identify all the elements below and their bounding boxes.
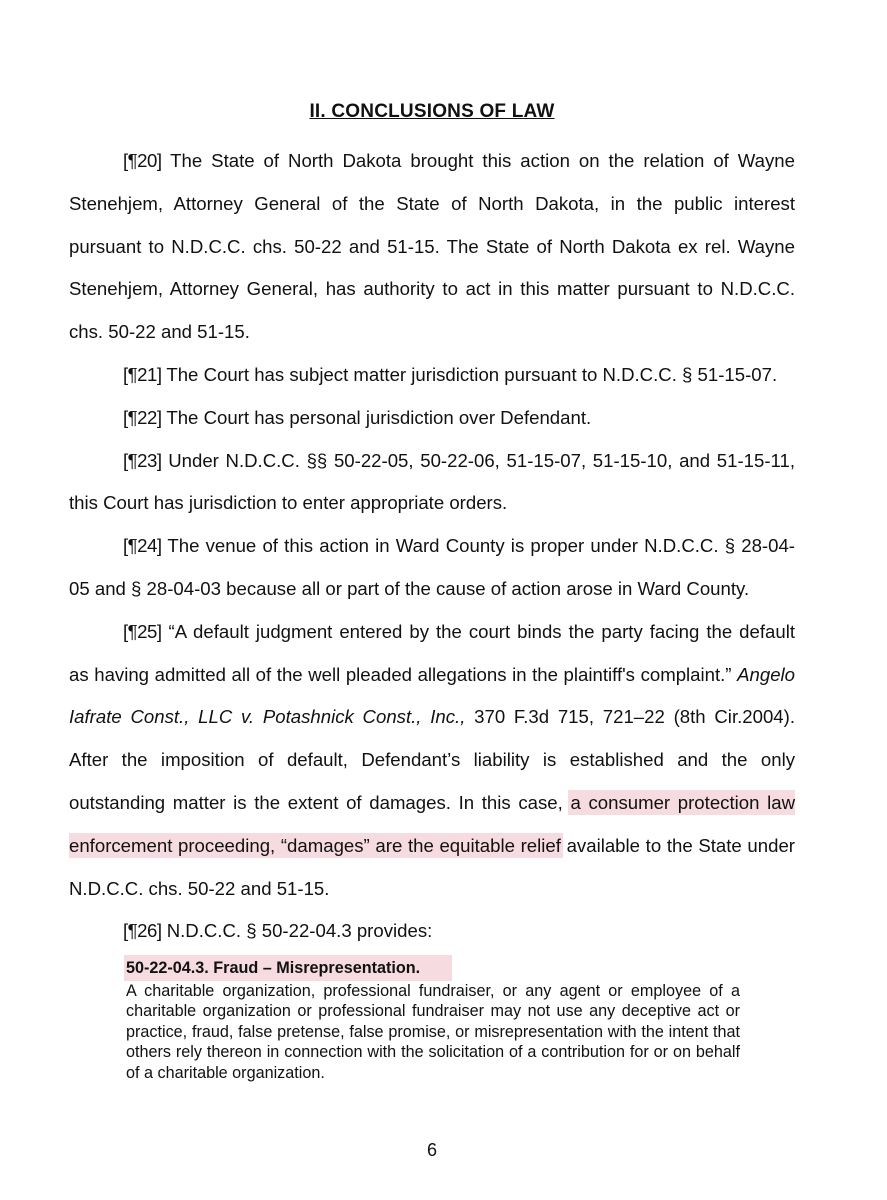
paragraph-number: [¶25] [123,620,162,642]
paragraph-number: [¶26] [123,920,162,942]
paragraph-20 [69,140,795,354]
statute-text: A charitable organization, professional fundraiser, or any agent or employee of a charitable organization or professional fundraiser may not use any deceptive act or practice, fraud, false pretense, false promise, or misrepresentation with the intent that others rely thereon in connection with the solicitation of a contribution for or on behalf of a charitable organization. [126,982,740,1082]
paragraph-text: 370 F.3d 715, 721–22 (8th Cir.2004). After the imposition of default, Defendant’s liability is established and the only outstanding matter is the extent of damages. In this case, [69,706,795,813]
section-heading: II. CONCLUSIONS OF LAW [309,101,555,122]
paragraph-number: [¶22] [123,406,162,428]
paragraph-number: [¶24] [123,535,162,557]
paragraph-text: “A default judgment entered by the court binds the party facing the default as having admitted all of the well pleaded allegations in the plaintiff's complaint.” [69,620,795,685]
paragraph-text: The State of North Dakota brought this action on the relation of Wayne Stenehjem, Attorney General of the State of North Dakota, in the public interest pursuant to N.D.C.C. chs. 50-22 and 51-15. The State of North Dakota ex rel. Wayne Stenehjem, Attorney General, has authority to act in this matter pursuant to N.D.C.C. chs. 50-22 and 51-15. [69,150,795,343]
paragraph-text: The Court has personal jurisdiction over Defendant. [166,406,592,428]
paragraph-text: The venue of this action in Ward County is proper under N.D.C.C. § 28-04-05 and § 28-04-03 because all or part of the cause of action arose in Ward County. [69,535,795,599]
paragraph-text: Under N.D.C.C. §§ 50-22-05, 50-22-06, 51-15-07, 51-15-10, and 51-15-11, this Court has jurisdiction to enter appropriate orders. [69,449,795,514]
paragraph-text: available to the State under N.D.C.C. chs. 50-22 and 51-15. [69,834,795,899]
paragraph-text: N.D.C.C. § 50-22-04.3 provides: [166,920,433,942]
case-citation: Angelo Iafrate Const., LLC v. Potashnick Const., Inc., [69,663,796,728]
paragraph-22 [69,397,795,440]
statute-quote [126,957,740,1083]
statute-title: 50-22-04.3. Fraud – Misrepresentation. [126,957,450,979]
paragraph-number: [¶21] [123,363,162,385]
paragraph-24 [69,525,795,611]
paragraph-text: The Court has subject matter jurisdiction pursuant to N.D.C.C. § 51-15-07. [166,363,778,385]
paragraph-25 [69,611,795,911]
paragraph-number: [¶23] [123,449,162,471]
paragraph-23 [69,440,795,526]
highlighted-text: a consumer protection law enforcement proceeding, “damages” are the equitable relief [69,791,795,856]
paragraph-21 [69,354,795,397]
paragraph-number: [¶20] [123,150,162,171]
paragraph-26 [69,910,795,953]
body-text [69,140,795,953]
page-number: 6 [426,1140,437,1160]
